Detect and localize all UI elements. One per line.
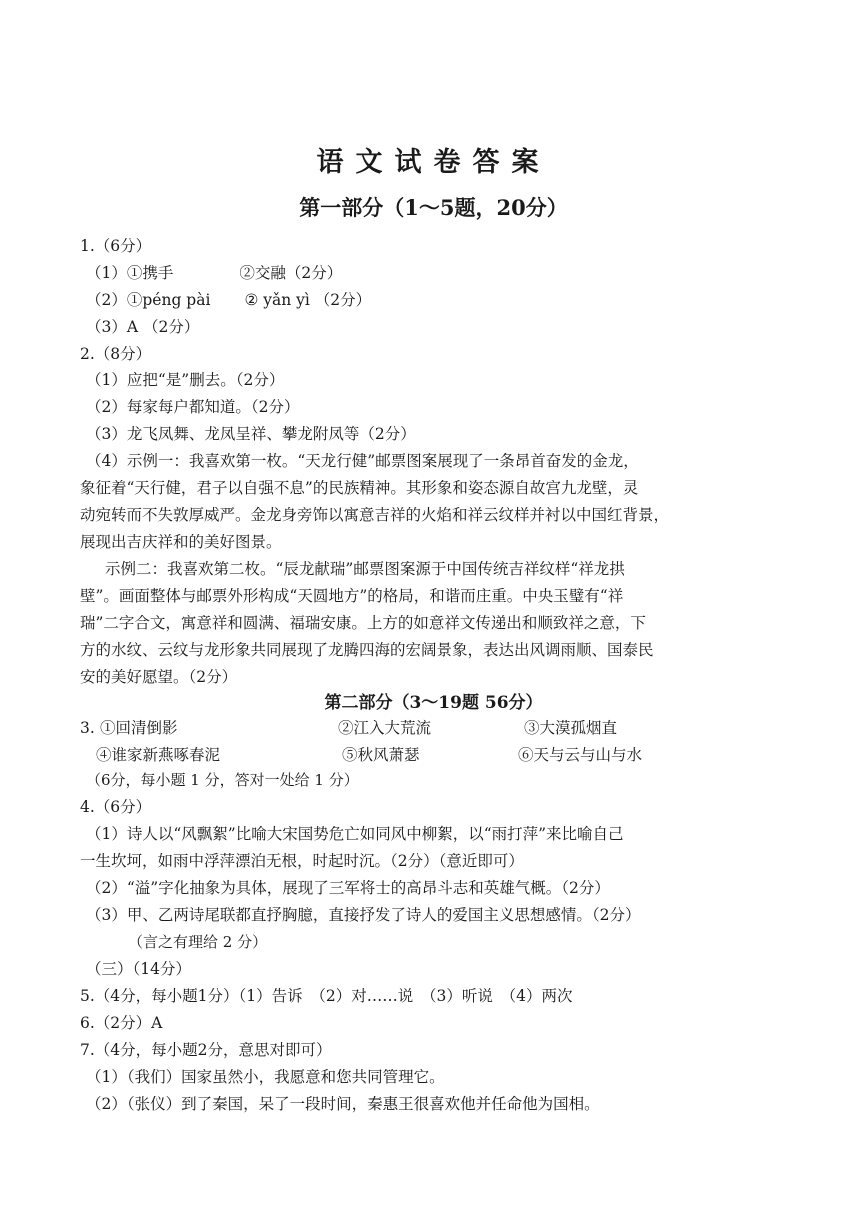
q4-answer-3-note: （言之有理给 2 分） bbox=[128, 933, 268, 951]
q7-answer-1: （1）（我们）国家虽然小，我愿意和您共同管理它。 bbox=[86, 1068, 445, 1086]
q4-answer-2: （2）“溢”字化抽象为具体，展现了三军将士的高昂斗志和英雄气概。（2分） bbox=[86, 879, 610, 897]
q2-example-2-line-5: 安的美好愿望。（2分） bbox=[80, 668, 238, 686]
q4-answer-1-line-2: 一生坎坷，如雨中浮萍漂泊无根，时起时沉。（2分）（意近即可） bbox=[80, 852, 524, 870]
q2-answer-1: （1）应把“是”删去。（2分） bbox=[86, 371, 285, 389]
q2-example-2-line-4: 方的水纹、云纹与龙形象共同展现了龙腾四海的宏阔景象，表达出风调雨顺、国泰民 bbox=[80, 641, 654, 659]
q4-answer-1-line-1: （1）诗人以“风飘絮”比喻大宋国势危亡如同风中柳絮，以“雨打萍”来比喻自己 bbox=[86, 825, 624, 843]
q2-example-2-line-3: 瑞”二字合文，寓意祥和圆满、福瑞安康。上方的如意祥文传递出和顺致祥之意，下 bbox=[80, 614, 646, 632]
q7-answer-2: （2）（张仪）到了秦国，呆了一段时间，秦惠王很喜欢他并任命他为国相。 bbox=[86, 1095, 600, 1113]
q2-answer-3: （3）龙飞凤舞、龙凤呈祥、攀龙附凤等（2分） bbox=[86, 425, 416, 443]
q1-answer-2 bbox=[86, 290, 786, 310]
q4-answer-3: （3）甲、乙两诗尾联都直抒胸臆，直接抒发了诗人的爱国主义思想感情。（2分） bbox=[86, 906, 641, 924]
q3-item-4: ④谁家新燕啄春泥 bbox=[96, 746, 221, 764]
section-three-heading: （三）（14分） bbox=[86, 960, 191, 978]
q3-item-3: ③大漠孤烟直 bbox=[524, 719, 618, 737]
q1-a2-item-1: ①péng pài bbox=[126, 291, 211, 309]
q7-heading: 7.（4分，每小题2分，意思对即可） bbox=[80, 1041, 332, 1059]
q5-answer: 5.（4分，每小题1分）（1）告诉 （2）对……说 （3）听说 （4）两次 bbox=[80, 987, 573, 1005]
q3-item-2: ②江入大荒流 bbox=[338, 719, 432, 737]
q2-answer-4-line-4: 展现出吉庆祥和的美好图景。 bbox=[80, 533, 282, 551]
q3-item-5: ⑤秋风萧瑟 bbox=[342, 746, 420, 764]
q1-a1-label: （1） bbox=[86, 264, 127, 282]
q2-answer-4-line-1: （4）示例一：我喜欢第一枚。“天龙行健”邮票图案展现了一条昂首奋发的金龙， bbox=[86, 452, 639, 470]
q1-a2-label: （2） bbox=[86, 291, 127, 309]
q1-a1-item-1: ①携手 bbox=[126, 264, 174, 282]
q2-heading: 2.（8分） bbox=[80, 345, 152, 363]
q3-item-1: ①回清倒影 bbox=[100, 719, 178, 737]
q2-example-2-line-1: 示例二：我喜欢第二枚。“辰龙献瑞”邮票图案源于中国传统吉祥纹样“祥龙拱 bbox=[105, 560, 625, 578]
q1-answer-3: （3）A （2分） bbox=[86, 318, 200, 336]
q3-scoring-note: （6分，每小题 1 分，答对一处给 1 分） bbox=[86, 771, 359, 789]
q4-heading: 4.（6分） bbox=[80, 798, 152, 816]
q1-a2-item-2: ② yǎn yì （2分） bbox=[244, 291, 372, 309]
q2-example-2-line-2: 壁”。画面整体与邮票外形构成“天圆地方”的格局，和谐而庄重。中央玉璧有“祥 bbox=[80, 587, 624, 605]
q2-answer-4-line-3: 动宛转而不失敦厚威严。金龙身旁饰以寓意吉祥的火焰和祥云纹样并衬以中国红背景， bbox=[80, 506, 670, 524]
q2-answer-4-line-2: 象征着“天行健，君子以自强不息”的民族精神。其形象和姿态源自故宫九龙壁，灵 bbox=[80, 479, 639, 497]
q1-a1-item-2: ②交融（2分） bbox=[239, 264, 343, 282]
q3-number: 3. bbox=[80, 719, 95, 737]
page-title: 语文试卷答案 bbox=[316, 147, 551, 178]
q3-item-6: ⑥天与云与山与水 bbox=[518, 746, 643, 764]
q2-answer-2: （2）每家每户都知道。（2分） bbox=[86, 398, 300, 416]
q1-answer-1 bbox=[86, 263, 786, 283]
q6-answer: 6.（2分）A bbox=[80, 1014, 163, 1032]
q1-heading: 1.（6分） bbox=[80, 237, 152, 255]
part-two-heading: 第二部分（3～19题 56分） bbox=[324, 693, 543, 713]
part-one-heading: 第一部分（1～5题，20分） bbox=[299, 195, 568, 220]
